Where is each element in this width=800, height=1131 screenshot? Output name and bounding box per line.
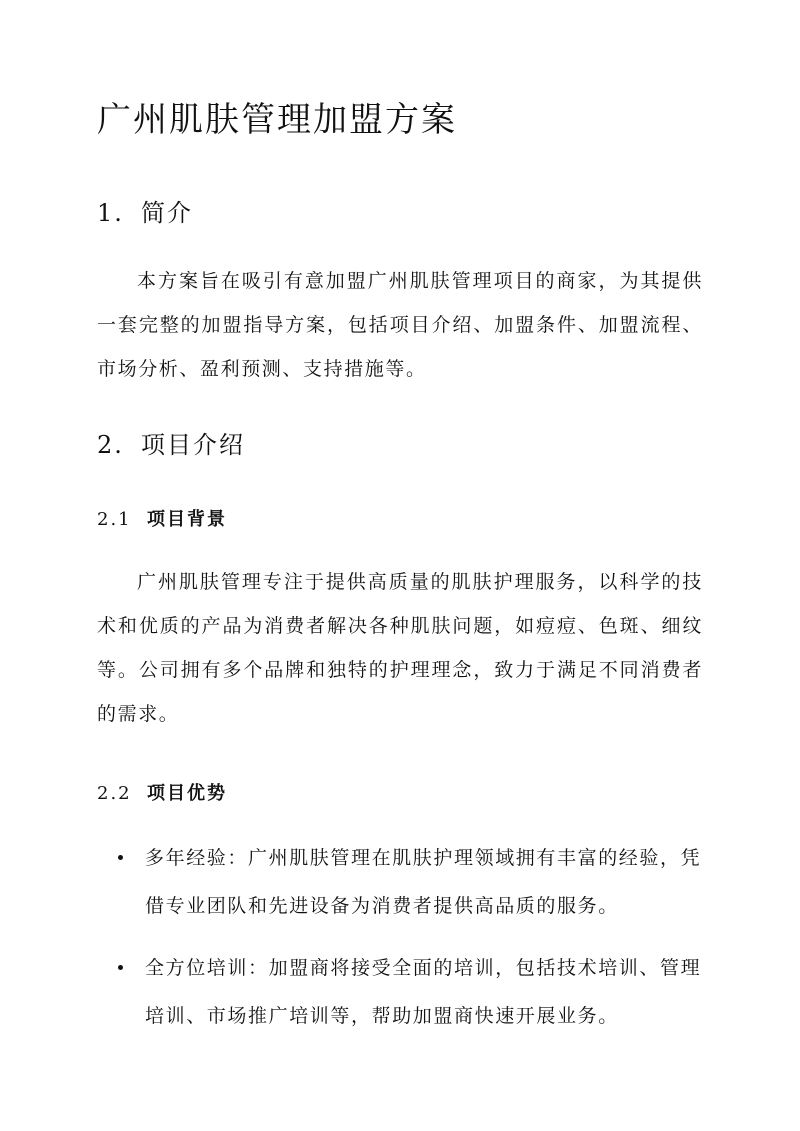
bullet-dot-icon — [118, 965, 123, 970]
subsection-title: 项目优势 — [147, 783, 227, 804]
section-title: 简介 — [141, 199, 193, 227]
subsection-title: 项目背景 — [147, 509, 227, 530]
subsection-number: 2.2 — [97, 783, 132, 804]
subsection-heading-background — [97, 507, 227, 533]
bullet-dot-icon — [118, 855, 123, 860]
intro-paragraph: 本方案旨在吸引有意加盟广州肌肤管理项目的商家，为其提供一套完整的加盟指导方案，包括项目介绍、加盟条件、加盟流程、市场分析、盈利预测、支持措施等。 — [97, 270, 703, 380]
list-item-text: 全方位培训：加盟商将接受全面的培训，包括技术培训、管理培训、市场推广培训等，帮助加盟商快速开展业务。 — [145, 957, 702, 1027]
list-item-text: 多年经验：广州肌肤管理在肌肤护理领域拥有丰富的经验，凭借专业团队和先进设备为消费者提供高品质的服务。 — [145, 847, 702, 917]
list-item — [97, 834, 703, 930]
background-paragraph: 广州肌肤管理专注于提供高质量的肌肤护理服务，以科学的技术和优质的产品为消费者解决各种肌肤问题，如痘痘、色斑、细纹等。公司拥有多个品牌和独特的护理理念，致力于满足不同消费者的需求。 — [97, 571, 703, 725]
subsection-heading-advantages — [97, 781, 227, 807]
advantages-list — [97, 834, 703, 1040]
section-title: 项目介绍 — [141, 431, 245, 459]
section-number: 1. — [97, 199, 124, 227]
subsection-number: 2.1 — [97, 509, 132, 530]
list-item — [97, 944, 703, 1040]
section-number: 2. — [97, 431, 124, 459]
section-heading-project — [97, 428, 245, 462]
section-heading-intro — [97, 196, 193, 230]
document-title: 广州肌肤管理加盟方案 — [97, 100, 457, 140]
